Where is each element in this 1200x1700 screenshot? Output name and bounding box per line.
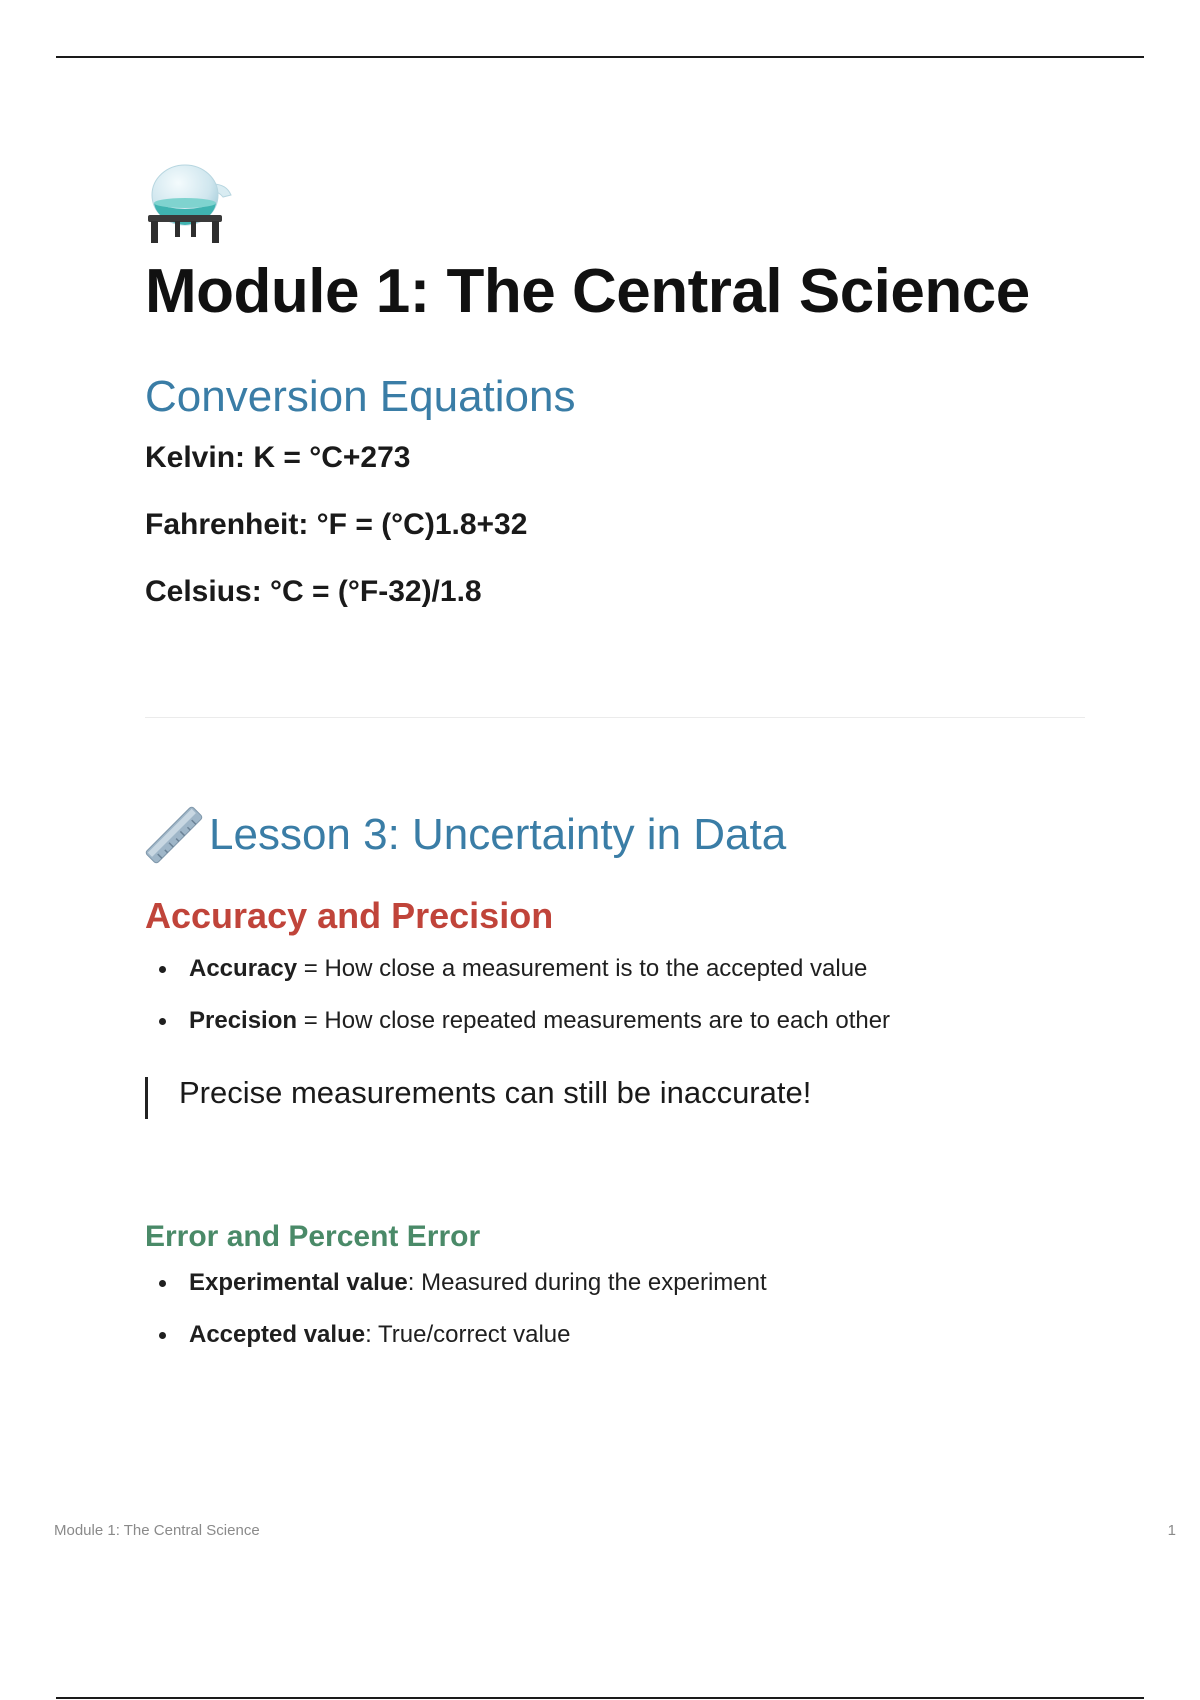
- bullet-dot: [159, 1280, 166, 1287]
- list-item-separator: :: [365, 1321, 378, 1349]
- page-number: 1: [1167, 1522, 1176, 1539]
- section-divider: [145, 717, 1085, 718]
- celsius-equation: Celsius: °C = (°F-32)/1.8: [145, 575, 482, 609]
- callout-quote: [145, 1073, 1085, 1119]
- footer-title: Module 1: The Central Science: [54, 1522, 260, 1539]
- page-title: Module 1: The Central Science: [145, 257, 1030, 326]
- flask-icon: [145, 155, 235, 245]
- list-item-separator: :: [407, 1269, 422, 1297]
- list-item-separator: =: [297, 1007, 325, 1035]
- kelvin-equation: Kelvin: K = °C+273: [145, 441, 411, 475]
- error-heading: Error and Percent Error: [145, 1220, 481, 1254]
- error-list: [145, 1269, 1085, 1373]
- bullet-dot: [159, 1332, 166, 1339]
- conversion-equations-heading: Conversion Equations: [145, 372, 576, 422]
- lesson-heading: [145, 806, 1085, 864]
- list-item-text: Measured during the experiment: [421, 1269, 767, 1297]
- list-item-text: How close a measurement is to the accepted value: [324, 955, 868, 983]
- list-item-term: Precision: [189, 1007, 298, 1035]
- list-item: [145, 955, 1085, 1007]
- list-item: [145, 1321, 1085, 1373]
- bullet-dot: [159, 966, 166, 973]
- quote-bar: [145, 1077, 148, 1119]
- list-item-text: True/correct value: [377, 1321, 571, 1349]
- callout-text: Precise measurements can still be inaccurate!: [179, 1075, 812, 1111]
- page-content: [145, 155, 1085, 1373]
- fahrenheit-equation: Fahrenheit: °F = (°C)1.8+32: [145, 508, 528, 542]
- accuracy-precision-list: [145, 955, 1085, 1059]
- lesson-title: Lesson 3: Uncertainty in Data: [209, 809, 787, 859]
- list-item-term: Accepted value: [189, 1321, 366, 1349]
- list-item-text: How close repeated measurements are to each other: [324, 1007, 891, 1035]
- list-item-term: Accuracy: [189, 955, 298, 983]
- bullet-dot: [159, 1018, 166, 1025]
- list-item-separator: =: [297, 955, 325, 983]
- ruler-icon: [145, 806, 203, 864]
- list-item: [145, 1007, 1085, 1059]
- bottom-rule: [56, 1697, 1144, 1699]
- top-rule: [56, 56, 1144, 58]
- list-item: [145, 1269, 1085, 1321]
- accuracy-precision-heading: Accuracy and Precision: [145, 895, 554, 937]
- list-item-term: Experimental value: [189, 1269, 408, 1297]
